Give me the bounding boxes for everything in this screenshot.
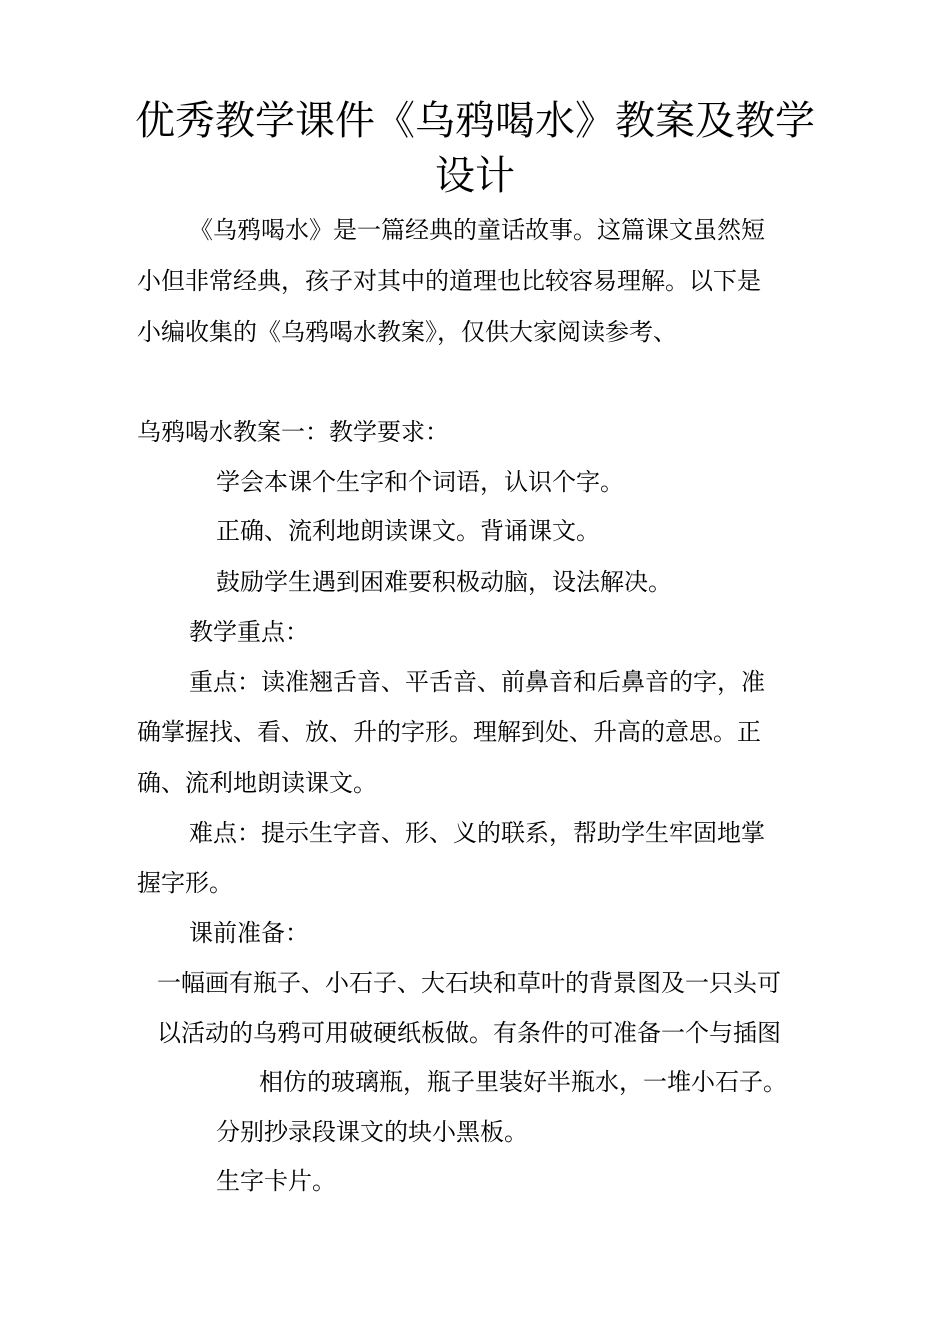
key-points-line: 确、流利地朗读课文。 bbox=[137, 769, 377, 797]
preparation-line: 以活动的乌鸦可用破硬纸板做。有条件的可准备一个与插图 bbox=[157, 1019, 781, 1047]
requirement-item: 鼓励学生遇到困难要积极动脑，设法解决。 bbox=[216, 568, 672, 596]
lesson-plan-1-heading: 乌鸦喝水教案一：教学要求： bbox=[137, 418, 449, 446]
key-points-line: 重点：读准翘舌音、平舌音、前鼻音和后鼻音的字，准 bbox=[189, 668, 765, 696]
key-points-line: 确掌握找、看、放、升的字形。理解到处、升高的意思。正 bbox=[137, 718, 761, 746]
document-title-line-1: 优秀教学课件《乌鸦喝水》教案及教学 bbox=[135, 98, 815, 144]
difficulty-line: 难点：提示生字音、形、义的联系，帮助学生牢固地掌 bbox=[189, 819, 765, 847]
requirement-item: 学会本课个生字和个词语，认识个字。 bbox=[216, 468, 624, 496]
materials-item: 生字卡片。 bbox=[216, 1167, 336, 1195]
difficulty-line: 握字形。 bbox=[137, 869, 233, 897]
preparation-line: 相仿的玻璃瓶，瓶子里装好半瓶水，一堆小石子。 bbox=[259, 1068, 787, 1096]
document-title-line-2: 设计 bbox=[435, 153, 515, 199]
requirement-item: 正确、流利地朗读课文。背诵课文。 bbox=[216, 517, 600, 545]
materials-item: 分别抄录段课文的块小黑板。 bbox=[216, 1118, 528, 1146]
intro-paragraph-line: 小但非常经典，孩子对其中的道理也比较容易理解。以下是 bbox=[137, 267, 761, 295]
intro-paragraph-line: 《乌鸦喝水》是一篇经典的童话故事。这篇课文虽然短 bbox=[189, 216, 765, 244]
preparation-heading: 课前准备： bbox=[189, 919, 309, 947]
key-points-heading: 教学重点： bbox=[189, 618, 309, 646]
preparation-line: 一幅画有瓶子、小石子、大石块和草叶的背景图及一只头可 bbox=[157, 969, 781, 997]
intro-paragraph-line: 小编收集的《乌鸦喝水教案》，仅供大家阅读参考、 bbox=[137, 318, 677, 346]
